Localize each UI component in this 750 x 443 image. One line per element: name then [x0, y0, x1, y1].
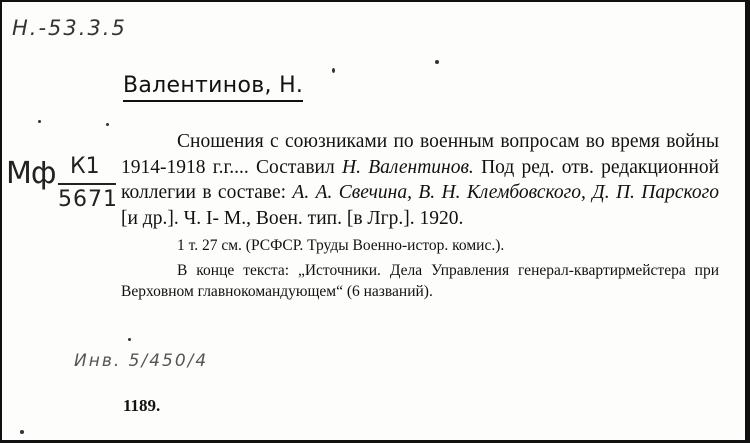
author-heading: Валентинов, Н. — [123, 73, 303, 102]
shelf-mark-numerator: К1 — [70, 154, 100, 179]
ink-speck — [38, 120, 41, 123]
card-number: 1189. — [123, 396, 161, 415]
description-imprint: [и др.]. Ч. I- М., Воен. тип. [в Лгр.]. 1920. — [121, 207, 464, 229]
ink-speck — [128, 338, 131, 341]
physical-description: 1 т. 27 см. (РСФСР. Труды Военно-истор. комис.). — [177, 237, 505, 254]
shelf-mark — [6, 154, 118, 216]
card-body — [121, 129, 719, 302]
ink-speck — [20, 430, 24, 434]
shelf-mark-denominator: 5671 — [58, 187, 118, 212]
description-editorial: Под ред. отв. редакционной коллегии в составе: — [121, 156, 719, 203]
description-editors: А. А. Свечина, В. Н. Клембовского, Д. П. Парского — [292, 182, 719, 203]
shelf-mark-prefix: Мф — [6, 156, 56, 191]
ink-speck — [106, 123, 109, 126]
shelf-mark-fraction-line — [58, 183, 116, 185]
call-number: Н.-53.3.5 — [12, 16, 127, 40]
description-compiler: Н. Валентинов. — [341, 156, 474, 178]
description-title: Сношения с союзниками по военным вопросам во время войны 1914-1918 г.г.... Составил — [121, 131, 719, 178]
handwritten-inventory-note: Инв. 5/450/4 — [74, 351, 209, 371]
contents-note: В конце текста: „Источники. Дела Управления генерал-квартирмейстера при Верховном главнокомандующем“ (6 названий). — [121, 262, 719, 300]
bibliographic-description — [121, 129, 719, 231]
ink-speck — [435, 60, 439, 64]
ink-speck — [332, 68, 335, 73]
